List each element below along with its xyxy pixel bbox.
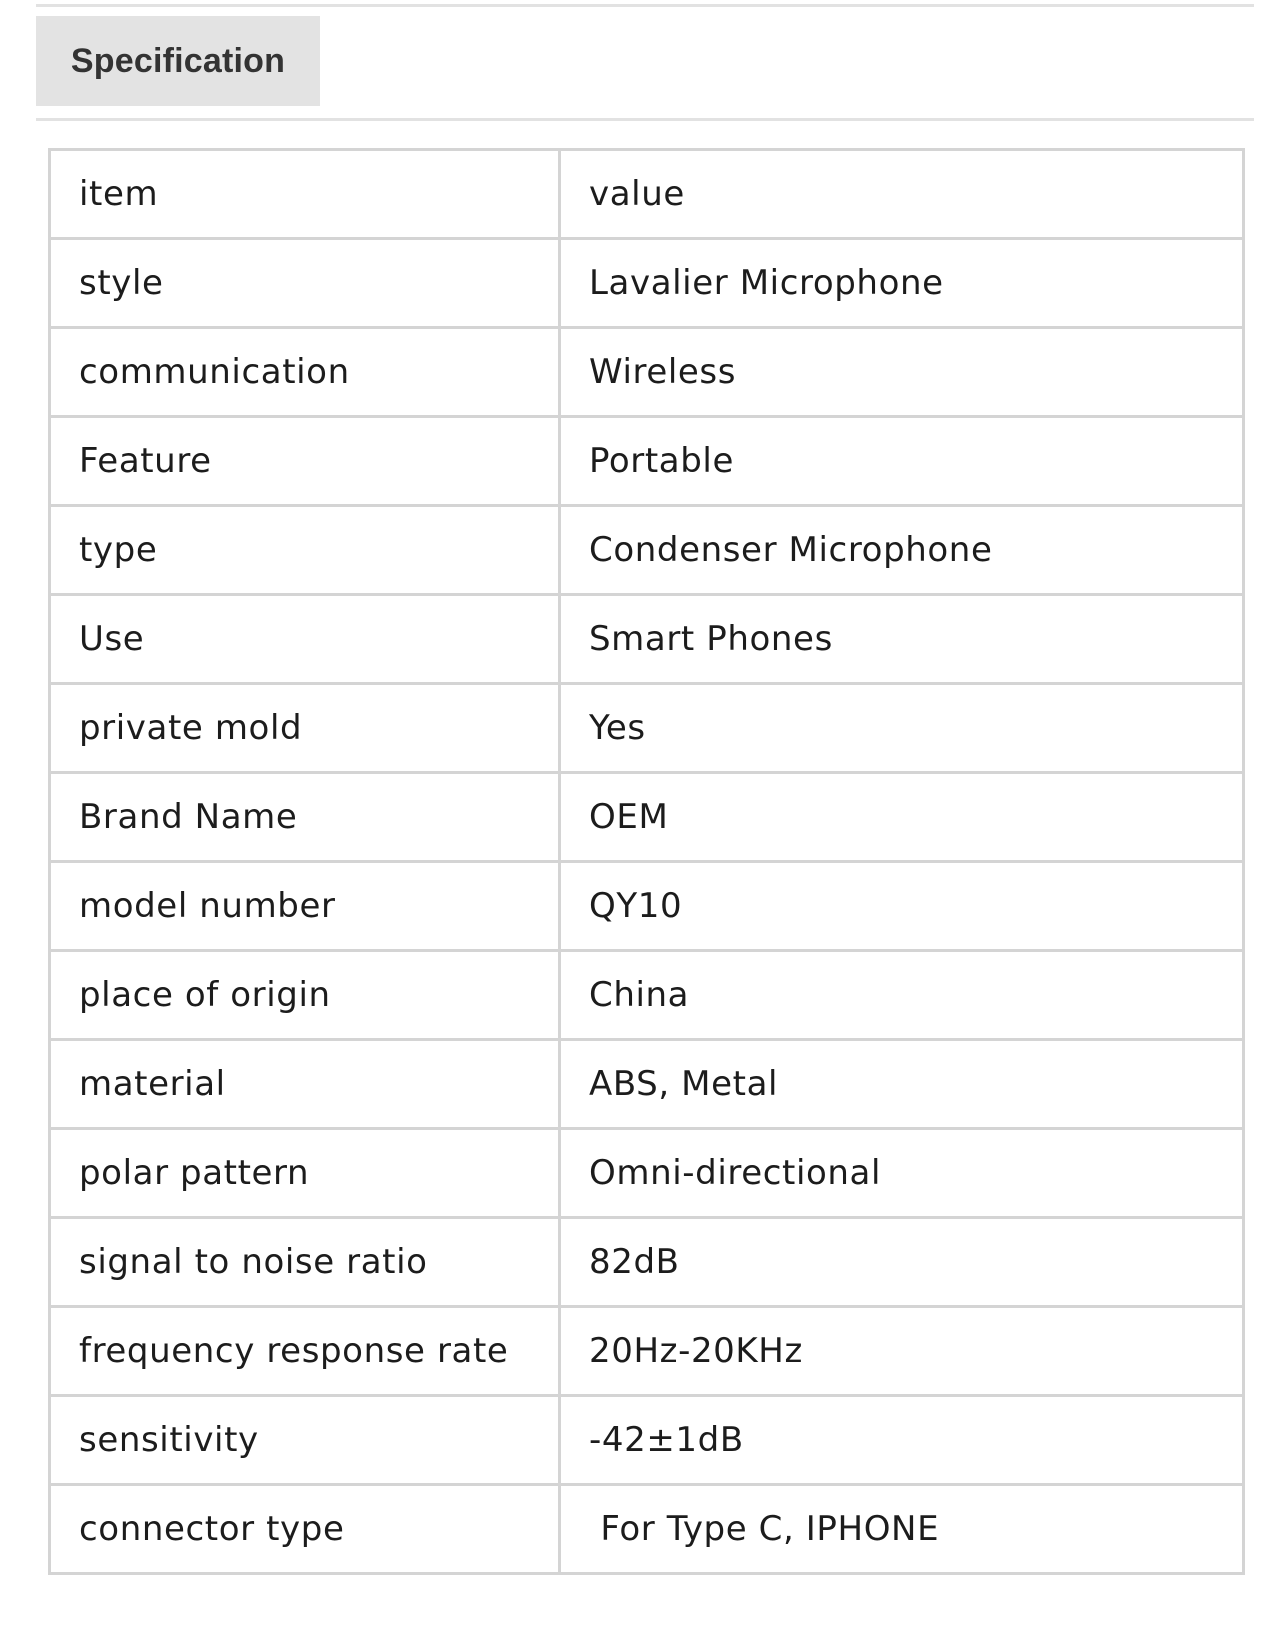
table-row: [50, 239, 1244, 328]
spec-item: sensitivity: [50, 1396, 560, 1485]
spec-item: Use: [50, 595, 560, 684]
spec-value: China: [560, 951, 1244, 1040]
table-row: [50, 150, 1244, 239]
table-row: [50, 328, 1244, 417]
table-row: [50, 862, 1244, 951]
spec-item: style: [50, 239, 560, 328]
table-row: [50, 595, 1244, 684]
spec-item: Feature: [50, 417, 560, 506]
spec-item: signal to noise ratio: [50, 1218, 560, 1307]
spec-value: For Type C, IPHONE: [560, 1485, 1244, 1574]
spec-value: ABS, Metal: [560, 1040, 1244, 1129]
spec-item: item: [50, 150, 560, 239]
spec-item: private mold: [50, 684, 560, 773]
spec-value: 20Hz-20KHz: [560, 1307, 1244, 1396]
table-row: [50, 506, 1244, 595]
spec-item: place of origin: [50, 951, 560, 1040]
spec-item: communication: [50, 328, 560, 417]
table-row: [50, 684, 1244, 773]
table-row: [50, 1040, 1244, 1129]
table-row: [50, 773, 1244, 862]
spec-item: model number: [50, 862, 560, 951]
spec-value: OEM: [560, 773, 1244, 862]
table-row: [50, 1307, 1244, 1396]
spec-value: value: [560, 150, 1244, 239]
spec-item: frequency response rate: [50, 1307, 560, 1396]
table-row: [50, 1485, 1244, 1574]
table-row: [50, 1396, 1244, 1485]
spec-item: Brand Name: [50, 773, 560, 862]
table-row: [50, 1129, 1244, 1218]
spec-value: Wireless: [560, 328, 1244, 417]
tab-specification[interactable]: Specification: [36, 16, 320, 106]
spec-value: Yes: [560, 684, 1244, 773]
spec-value: Portable: [560, 417, 1244, 506]
spec-value: Omni-directional: [560, 1129, 1244, 1218]
spec-item: material: [50, 1040, 560, 1129]
spec-value: Condenser Microphone: [560, 506, 1244, 595]
spec-item: connector type: [50, 1485, 560, 1574]
spec-value: Smart Phones: [560, 595, 1244, 684]
spec-value: 82dB: [560, 1218, 1244, 1307]
table-row: [50, 951, 1244, 1040]
spec-item: type: [50, 506, 560, 595]
spec-value: Lavalier Microphone: [560, 239, 1244, 328]
table-row: [50, 417, 1244, 506]
table-row: [50, 1218, 1244, 1307]
top-divider: [36, 4, 1254, 7]
tab-bar: [36, 16, 1254, 121]
specification-table: [48, 148, 1245, 1575]
spec-value: QY10: [560, 862, 1244, 951]
spec-item: polar pattern: [50, 1129, 560, 1218]
spec-value: -42±1dB: [560, 1396, 1244, 1485]
